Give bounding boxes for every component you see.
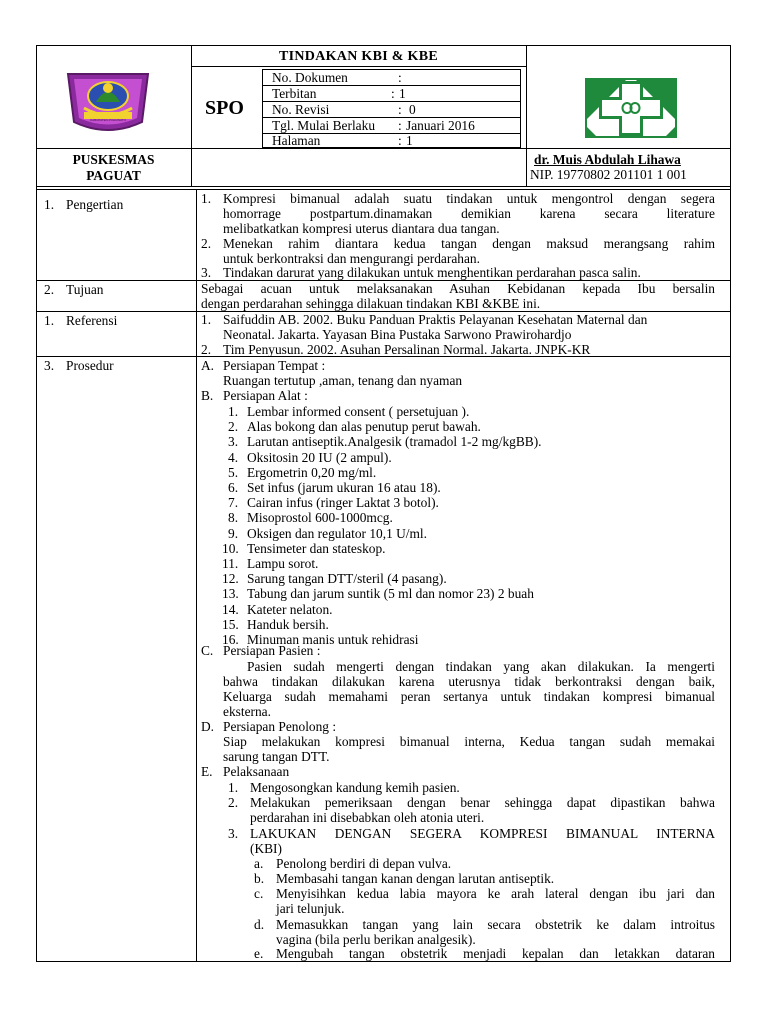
alat-item-num: 1.	[228, 404, 239, 419]
kbi-step-line: Memasukkan tangan yang lain secara obstetrik ke dalam introitus	[276, 917, 715, 932]
section-num-prosedur: 3.	[44, 358, 55, 373]
kbi-step-line: jari telunjuk.	[276, 901, 345, 916]
kbi-step-line: Penolong berdiri di depan vulva.	[276, 856, 452, 871]
kbi-step-letter: e.	[254, 946, 264, 961]
pelaksanaan-line: LAKUKAN DENGAN SEGERA KOMPRESI BIMANUAL INTERNA	[250, 826, 715, 841]
org-name-line1: PUSKESMAS	[72, 152, 155, 167]
section-num-pengertian: 1.	[44, 197, 55, 212]
meta-sep-tgl: :	[398, 118, 402, 133]
prosedur-d-line: Siap melakukan kompresi bimanual interna, Kedua tangan sudah memakai	[223, 734, 715, 749]
section-label-tujuan: Tujuan	[66, 282, 104, 297]
alat-item-num: 2.	[228, 419, 239, 434]
tujuan-line: Sebagai acuan untuk melaksanakan Asuhan Kebidanan kepada Ibu bersalin	[201, 281, 715, 296]
alat-item-num: 9.	[228, 526, 239, 541]
pengertian-num-1: 1.	[201, 191, 212, 206]
pengertian-line: homorrage postpartum.dinamakan demikian karena secara literature	[223, 206, 715, 221]
meta-sep-halaman: :	[398, 133, 402, 148]
kbi-step-letter: c.	[254, 886, 264, 901]
kbi-step-letter: d.	[254, 917, 265, 932]
meta-sep-revisi: :	[398, 102, 402, 117]
alat-item-num: 15.	[222, 617, 239, 632]
alat-item-text: Larutan antiseptik.Analgesik (tramadol 1-2 mg/kgBB).	[247, 434, 542, 449]
document-title: TINDAKAN KBI & KBE	[278, 49, 439, 64]
alat-item-num: 13.	[222, 586, 239, 601]
pelaksanaan-line: perdarahan ini disebabkan oleh atonia uteri.	[250, 810, 485, 825]
kbi-step-line: Menyisihkan kedua labia mayora ke arah lateral dengan ibu jari dan	[276, 886, 715, 901]
alat-item-num: 14.	[222, 602, 239, 617]
referensi-line: Tim Penyusun. 2002. Asuhan Persalinan Normal. Jakarta. JNPK-KR	[223, 342, 591, 357]
prosedur-letter-d: D.	[201, 719, 215, 734]
prosedur-letter-e: E.	[201, 764, 213, 779]
pengertian-line: melibatkatkan kompresi uterus diantara dua tangan.	[223, 221, 500, 236]
alat-item-text: Alas bokong dan alas penutup perut bawah.	[247, 419, 481, 434]
alat-item-text: Sarung tangan DTT/steril (4 pasang).	[247, 571, 447, 586]
alat-item-text: Oksigen dan regulator 10,1 U/ml.	[247, 526, 427, 541]
referensi-num-1: 1.	[201, 312, 212, 327]
alat-item-num: 5.	[228, 465, 239, 480]
kbi-step-letter: b.	[254, 871, 265, 886]
alat-item-text: Minuman manis untuk rehidrasi	[247, 632, 419, 647]
kbi-step-line: Mengubah tangan obstetrik menjadi kepalan dan letakkan dataran	[276, 946, 715, 961]
alat-item-text: Cairan infus (ringer Laktat 3 botol).	[247, 495, 439, 510]
pengertian-line: untuk berkontraksi dan mengurangi perdarahan.	[223, 251, 480, 266]
alat-item-text: Lembar informed consent ( persetujuan ).	[247, 404, 470, 419]
alat-item-num: 3.	[228, 434, 239, 449]
alat-item-text: Tensimeter dan stateskop.	[247, 541, 386, 556]
alat-item-text: Kateter nelaton.	[247, 602, 333, 617]
meta-label-terbitan: Terbitan	[272, 86, 317, 101]
section-label-pengertian: Pengertian	[66, 197, 124, 212]
prosedur-letter-a: A.	[201, 358, 215, 373]
kabupaten-emblem-icon	[62, 66, 154, 136]
header-bottom-line-2	[36, 189, 731, 190]
meta-label-halaman: Halaman	[272, 133, 321, 148]
pengertian-line: Tindakan darurat yang dilakukan untuk menghentikan perdarahan pasca salin.	[223, 265, 641, 280]
alat-item-text: Ergometrin 0,20 mg/ml.	[247, 465, 377, 480]
prosedur-c-title: Persiapan Pasien :	[223, 643, 321, 658]
org-name-line2: PAGUAT	[86, 168, 141, 183]
signer-nip: NIP. 19770802 201101 1 001	[530, 167, 687, 182]
header-bottom-line	[36, 186, 731, 187]
alat-item-text: Set infus (jarum ukuran 16 atau 18).	[247, 480, 441, 495]
alat-item-text: Oksitosin 20 IU (2 ampul).	[247, 450, 392, 465]
alat-item-num: 7.	[228, 495, 239, 510]
tujuan-line: dengan perdarahan sehingga dilakuan tindakan KBI &KBE ini.	[201, 296, 541, 311]
puskesmas-logo-icon	[583, 76, 679, 140]
meta-value-terbitan: 1	[399, 86, 406, 101]
alat-item-num: 12.	[222, 571, 239, 586]
prosedur-letter-b: B.	[201, 388, 214, 403]
section-num-referensi: 1.	[44, 313, 55, 328]
pelaksanaan-num: 2.	[228, 795, 239, 810]
alat-item-text: Handuk bersih.	[247, 617, 329, 632]
kbi-step-line: vagina (bila perlu berikan analgesik).	[276, 932, 476, 947]
alat-item-text: Lampu sorot.	[247, 556, 319, 571]
meta-label-tgl: Tgl. Mulai Berlaku	[272, 118, 376, 133]
pelaksanaan-line: (KBI)	[250, 841, 282, 856]
meta-value-tgl: Januari 2016	[406, 118, 475, 133]
prosedur-a-title: Persiapan Tempat :	[223, 358, 326, 373]
title-underline	[191, 66, 526, 67]
body-column-divider	[196, 189, 197, 962]
referensi-line: Saifuddin AB. 2002. Buku Panduan Praktis Pelayanan Kesehatan Maternal dan	[223, 312, 648, 327]
section-num-tujuan: 2.	[44, 282, 55, 297]
pelaksanaan-num: 1.	[228, 780, 239, 795]
alat-item-num: 4.	[228, 450, 239, 465]
meta-sep-dokumen: :	[398, 70, 402, 85]
meta-value-revisi: 0	[409, 102, 416, 117]
signer-name: dr. Muis Abdulah Lihawa	[534, 152, 681, 167]
prosedur-letter-c: C.	[201, 643, 214, 658]
section-label-prosedur: Prosedur	[66, 358, 114, 373]
alat-item-num: 6.	[228, 480, 239, 495]
meta-label-dokumen: No. Dokumen	[272, 70, 348, 85]
prosedur-c-line: Pasien sudah mengerti dengan tindakan yang akan dilakukan. Ia mengerti	[247, 659, 715, 674]
alat-item-text: Misoprostol 600-1000mcg.	[247, 510, 393, 525]
prosedur-c-line: eksterna.	[223, 704, 271, 719]
pelaksanaan-num: 3.	[228, 826, 239, 841]
meta-label-revisi: No. Revisi	[272, 102, 330, 117]
header-row-divider	[36, 148, 731, 149]
pengertian-line: Menekan rahim diantara kedua tangan dengan maksud merangsang rahim	[223, 236, 715, 251]
prosedur-d-title: Persiapan Penolong :	[223, 719, 337, 734]
meta-sep-terbitan: :	[391, 86, 395, 101]
prosedur-c-line: bahwa tindakan dilakukan karena uterusnya tidak berkontraksi dengan baik,	[223, 674, 715, 689]
prosedur-d-line: sarung tangan DTT.	[223, 749, 330, 764]
referensi-num-2: 2.	[201, 342, 212, 357]
kbi-step-line: Membasahi tangan kanan dengan larutan antiseptik.	[276, 871, 555, 886]
header-divider-right	[526, 45, 527, 186]
pelaksanaan-line: Mengosongkan kandung kemih pasien.	[250, 780, 460, 795]
prosedur-a-text: Ruangan tertutup ,aman, tenang dan nyaman	[223, 373, 463, 388]
alat-item-text: Tabung dan jarum suntik (5 ml dan nomor 23) 2 buah	[247, 586, 534, 601]
prosedur-b-title: Persiapan Alat :	[223, 388, 308, 403]
pengertian-num-3: 3.	[201, 265, 212, 280]
emblem-caption: KABUPATEN POHUWATO	[90, 118, 126, 122]
alat-item-num: 11.	[222, 556, 239, 571]
referensi-line: Neonatal. Jakarta. Yayasan Bina Pustaka Sarwono Prawirohardjo	[223, 327, 572, 342]
prosedur-c-line: Keluarga sudah memahami peran sertanya untuk tindakan kompresi bimanual	[223, 689, 715, 704]
prosedur-e-title: Pelaksanaan	[223, 764, 290, 779]
alat-item-num: 16.	[222, 632, 239, 647]
spo-label: SPO	[205, 97, 244, 119]
section-label-referensi: Referensi	[66, 313, 118, 328]
alat-item-num: 10.	[222, 541, 239, 556]
alat-item-num: 8.	[228, 510, 239, 525]
meta-value-halaman: 1	[406, 133, 413, 148]
pelaksanaan-line: Melakukan pemeriksaan dengan benar sehingga dapat dipastikan bahwa	[250, 795, 715, 810]
pengertian-line: Kompresi bimanual adalah suatu tindakan untuk mengontrol dengan segera	[223, 191, 715, 206]
pengertian-num-2: 2.	[201, 236, 212, 251]
kbi-step-letter: a.	[254, 856, 264, 871]
